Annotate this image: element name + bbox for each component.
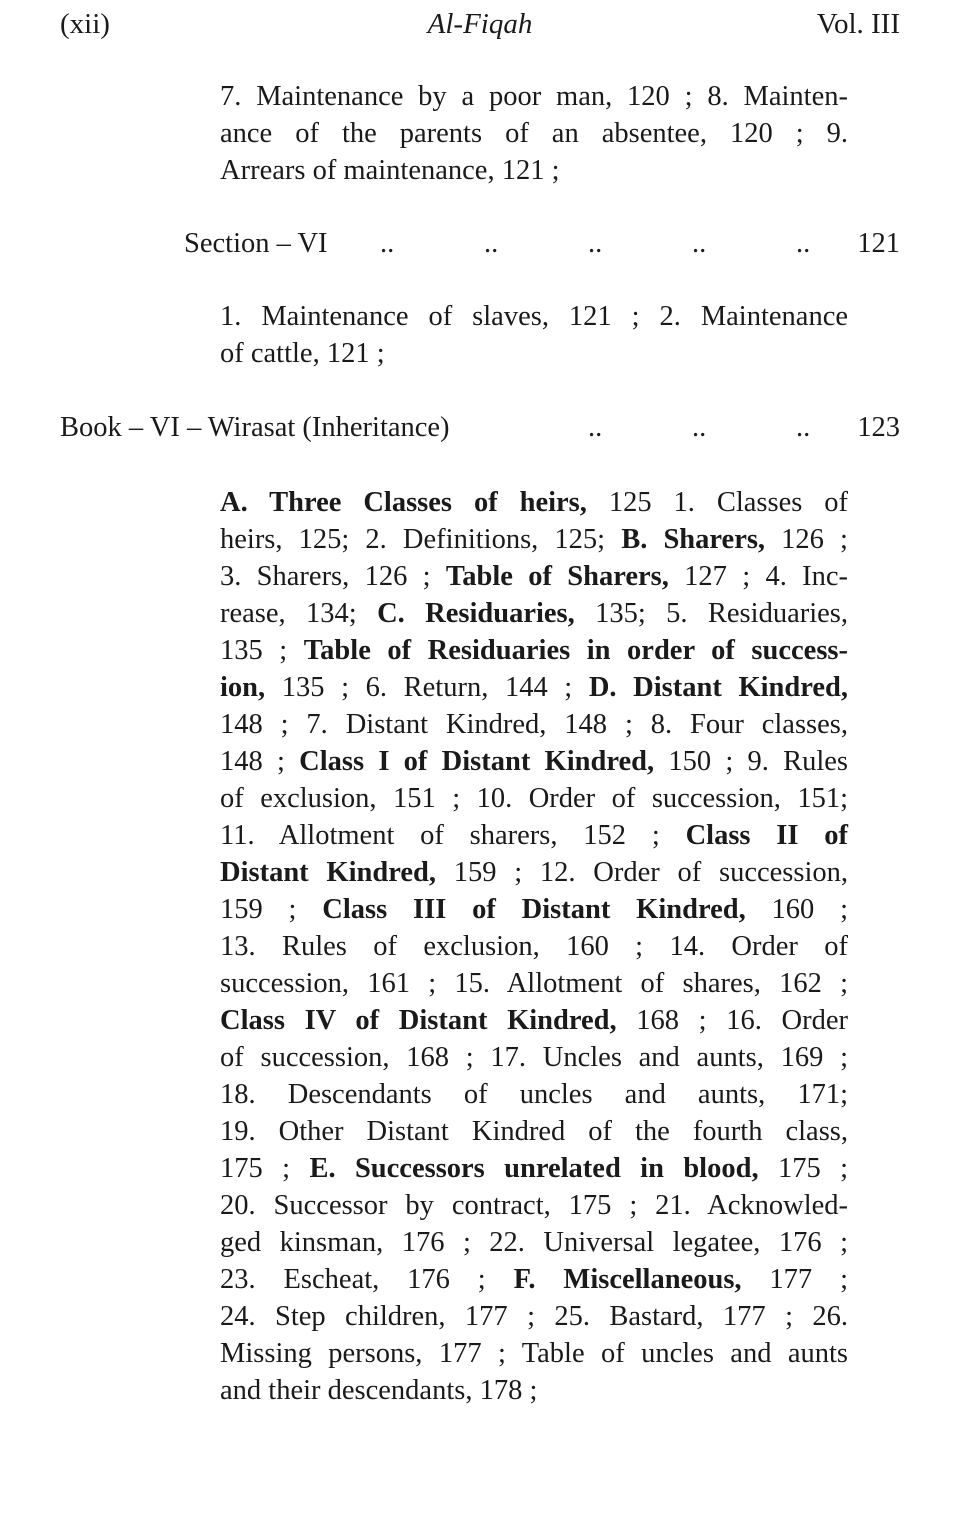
- entry-text: succession, 161 ; 15. Allotment of shares, 162 ;: [220, 968, 848, 999]
- contents-line: [220, 1150, 848, 1187]
- contents-line: [220, 484, 848, 521]
- contents-line: [220, 1372, 848, 1409]
- page-number-roman: (xii): [60, 8, 110, 40]
- toc-entry-section-vi[interactable]: [184, 224, 900, 264]
- entry-text: 125 1. Classes of: [586, 487, 848, 518]
- entry-text: of succession, 168 ; 17. Uncles and aunts, 169 ;: [220, 1042, 848, 1073]
- entry-text: 168 ; 16. Order: [616, 1005, 848, 1036]
- running-title: Al-Fiqah: [427, 8, 533, 40]
- entry-text: 20. Successor by contract, 175 ; 21. Acknowled-: [220, 1190, 848, 1221]
- entry-text: 135 ; 6. Return, 144 ;: [265, 672, 589, 703]
- contents-line: [220, 706, 848, 743]
- toc-page-number: 123: [857, 412, 900, 443]
- contents-line: [220, 1187, 848, 1224]
- entry-text: and their descendants, 178 ;: [220, 1375, 538, 1406]
- contents-line: [220, 743, 848, 780]
- toc-entry-label: Section – VI: [184, 228, 328, 259]
- book-vi-contents: [220, 484, 848, 1409]
- contents-line: [220, 1113, 848, 1150]
- toc-entry-book-vi[interactable]: [60, 408, 900, 448]
- contents-line: [220, 1039, 848, 1076]
- entry-text: 175 ;: [220, 1153, 310, 1184]
- heading-text: A. Three Classes of heirs,: [220, 487, 587, 518]
- entry-text: 135; 5. Residuaries,: [574, 598, 848, 629]
- contents-line: [220, 928, 848, 965]
- contents-line: [220, 632, 848, 669]
- entry-text: 11. Allotment of sharers, 152 ;: [220, 820, 686, 851]
- contents-line: of cattle, 121 ;: [220, 338, 385, 369]
- entry-text: 159 ; 12. Order of succession,: [435, 857, 848, 888]
- entry-text: 18. Descendants of uncles and aunts, 171;: [220, 1079, 848, 1110]
- heading-text: Distant Kindred,: [220, 857, 436, 888]
- heading-text: D. Distant Kindred,: [588, 672, 848, 703]
- heading-text: Table of Residuaries in order of success-: [303, 635, 848, 666]
- entry-text: 175 ;: [758, 1153, 849, 1184]
- heading-text: Class I of Distant Kindred,: [299, 746, 655, 777]
- entry-text: 159 ;: [220, 894, 323, 925]
- contents-line: [220, 595, 848, 632]
- section-v-contents-continued: [220, 78, 848, 189]
- entry-text: ged kinsman, 176 ; 22. Universal legatee, 176 ;: [220, 1227, 848, 1258]
- leader-dot: ..: [692, 412, 707, 443]
- contents-line: [220, 891, 848, 928]
- heading-text: Class II of: [685, 820, 848, 851]
- leader-dot: ..: [380, 228, 395, 259]
- heading-text: E. Successors unrelated in blood,: [309, 1153, 759, 1184]
- contents-line: ance of the parents of an absentee, 120 ; 9.: [220, 118, 848, 149]
- heading-text: ion,: [220, 672, 266, 703]
- entry-text: 148 ;: [220, 746, 300, 777]
- contents-line: [220, 1298, 848, 1335]
- contents-line: [220, 965, 848, 1002]
- entry-text: 135 ;: [220, 635, 304, 666]
- toc-page-number: 121: [857, 228, 900, 259]
- contents-line: [220, 521, 848, 558]
- heading-text: C. Residuaries,: [377, 598, 575, 629]
- entry-text: 126 ;: [765, 524, 848, 555]
- entry-text: 150 ; 9. Rules: [654, 746, 849, 777]
- leader-dot: ..: [692, 228, 707, 259]
- contents-line: [220, 1261, 848, 1298]
- contents-line: [220, 1224, 848, 1261]
- leader-dot: ..: [588, 228, 603, 259]
- entry-text: 127 ; 4. Inc-: [668, 561, 849, 592]
- contents-line: [220, 1002, 848, 1039]
- heading-text: B. Sharers,: [621, 524, 766, 555]
- contents-line: [220, 669, 848, 706]
- contents-line: 1. Maintenance of slaves, 121 ; 2. Maintenance: [220, 301, 848, 332]
- entry-text: Missing persons, 177 ; Table of uncles and aunts: [220, 1338, 848, 1369]
- contents-line: Arrears of maintenance, 121 ;: [220, 155, 560, 186]
- entry-text: 19. Other Distant Kindred of the fourth class,: [220, 1116, 848, 1147]
- contents-line: [220, 558, 848, 595]
- leader-dot: ..: [588, 412, 603, 443]
- toc-entry-label: Book – VI – Wirasat (Inheritance): [60, 412, 450, 443]
- heading-text: Table of Sharers,: [445, 561, 669, 592]
- contents-line: [220, 817, 848, 854]
- entry-text: heirs, 125; 2. Definitions, 125;: [220, 524, 622, 555]
- volume-label: Vol. III: [816, 8, 900, 40]
- contents-line: 7. Maintenance by a poor man, 120 ; 8. Mainten-: [220, 81, 848, 112]
- contents-line: [220, 1076, 848, 1113]
- entry-text: 13. Rules of exclusion, 160 ; 14. Order of: [220, 931, 848, 962]
- leader-dot: ..: [796, 228, 811, 259]
- entry-text: 177 ;: [741, 1264, 848, 1295]
- heading-text: F. Miscellaneous,: [513, 1264, 742, 1295]
- contents-line: [220, 854, 848, 891]
- entry-text: 24. Step children, 177 ; 25. Bastard, 177 ; 26.: [220, 1301, 848, 1332]
- heading-text: Class IV of Distant Kindred,: [220, 1005, 617, 1036]
- contents-line: [220, 780, 848, 817]
- running-header: [60, 4, 900, 44]
- entry-text: 3. Sharers, 126 ;: [220, 561, 446, 592]
- entry-text: 23. Escheat, 176 ;: [220, 1264, 514, 1295]
- entry-text: 148 ; 7. Distant Kindred, 148 ; 8. Four classes,: [220, 709, 848, 740]
- contents-line: [220, 1335, 848, 1372]
- entry-text: of exclusion, 151 ; 10. Order of succession, 151;: [220, 783, 848, 814]
- heading-text: Class III of Distant Kindred,: [322, 894, 746, 925]
- leader-dot: ..: [484, 228, 499, 259]
- section-vi-contents: [220, 298, 848, 372]
- leader-dot: ..: [796, 412, 811, 443]
- entry-text: 160 ;: [745, 894, 849, 925]
- entry-text: rease, 134;: [220, 598, 378, 629]
